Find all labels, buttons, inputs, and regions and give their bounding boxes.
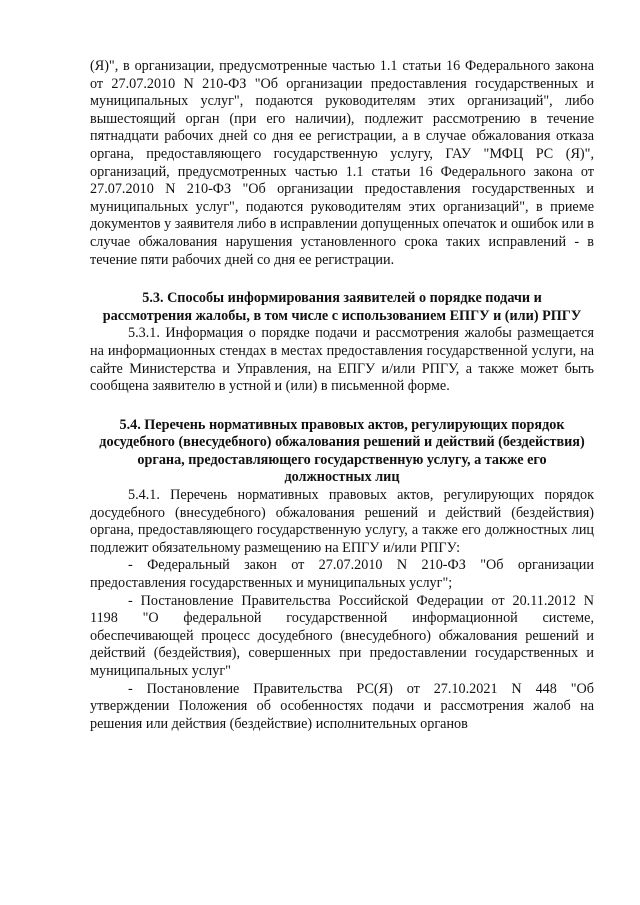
document-page — [90, 58, 594, 733]
list-item: - Постановление Правительства РС(Я) от 27.10.2021 N 448 "Об утверждении Положения об особенностях подачи и рассмотрения жалоб на решения или действия (бездействие) исполнительных органов — [90, 680, 594, 732]
continuation-paragraph: (Я)", в организации, предусмотренные частью 1.1 статьи 16 Федерального закона от 27.07.2010 N 210-ФЗ "Об организации предоставления государственных и муниципальных услуг", подаются руководителям этих организаций", либо вышестоящий орган (при его наличии), подлежит рассмотрению в течение пятнадцати рабочих дней со дня ее регистрации, а в случае обжалования отказа органа, предоставляющего государственную услугу, ГАУ "МФЦ РС (Я)", организаций, предусмотренных частью 1.1 статьи 16 Федерального закона от 27.07.2010 N 210-ФЗ "Об организации предоставления государственных и муниципальных услуг", подаются руководителям этих организаций", в приеме документов у заявителя либо в исправлении допущенных опечаток и ошибок или в случае обжалования нарушения установленного срока таких исправлений - в течение пяти рабочих дней со дня ее регистрации. — [90, 58, 594, 268]
list-item: - Постановление Правительства Российской Федерации от 20.11.2012 N 1198 "О федеральной государственной информационной системе, обеспечивающей процесс досудебного (внесудебного) обжалования решений и действий (бездействия), совершенных при предоставлении государственных и муниципальных услуг" — [90, 592, 594, 679]
list-item: - Федеральный закон от 27.07.2010 N 210-ФЗ "Об организации предоставления государственных и муниципальных услуг"; — [90, 557, 594, 592]
section-5-3-heading: 5.3. Способы информирования заявителей о порядке подачи и рассмотрения жалобы, в том числе с использованием ЕПГУ и (или) РПГУ — [102, 290, 582, 324]
section-5-4-1-paragraph: 5.4.1. Перечень нормативных правовых актов, регулирующих порядок досудебного (внесудебного) обжалования решений и действий (бездействия) органа, предоставляющего государственную услугу, а также его должностных лиц подлежит обязательному размещению на ЕПГУ и/или РПГУ: — [90, 487, 594, 556]
spacer — [90, 269, 594, 290]
spacer — [90, 396, 594, 417]
section-5-3-1-paragraph: 5.3.1. Информация о порядке подачи и рассмотрения жалобы размещается на информационных стендах в местах предоставления государственной услуги, на сайте Министерства и Управления, на ЕПГУ и/или РПГУ, а также может быть сообщена заявителю в устной и (или) в письменной форме. — [90, 325, 594, 395]
section-5-4-heading: 5.4. Перечень нормативных правовых актов, регулирующих порядок досудебного (внесудебного) обжалования решений и действий (бездействия) органа, предоставляющего государственную услугу, а также его должностных лиц — [99, 416, 585, 486]
